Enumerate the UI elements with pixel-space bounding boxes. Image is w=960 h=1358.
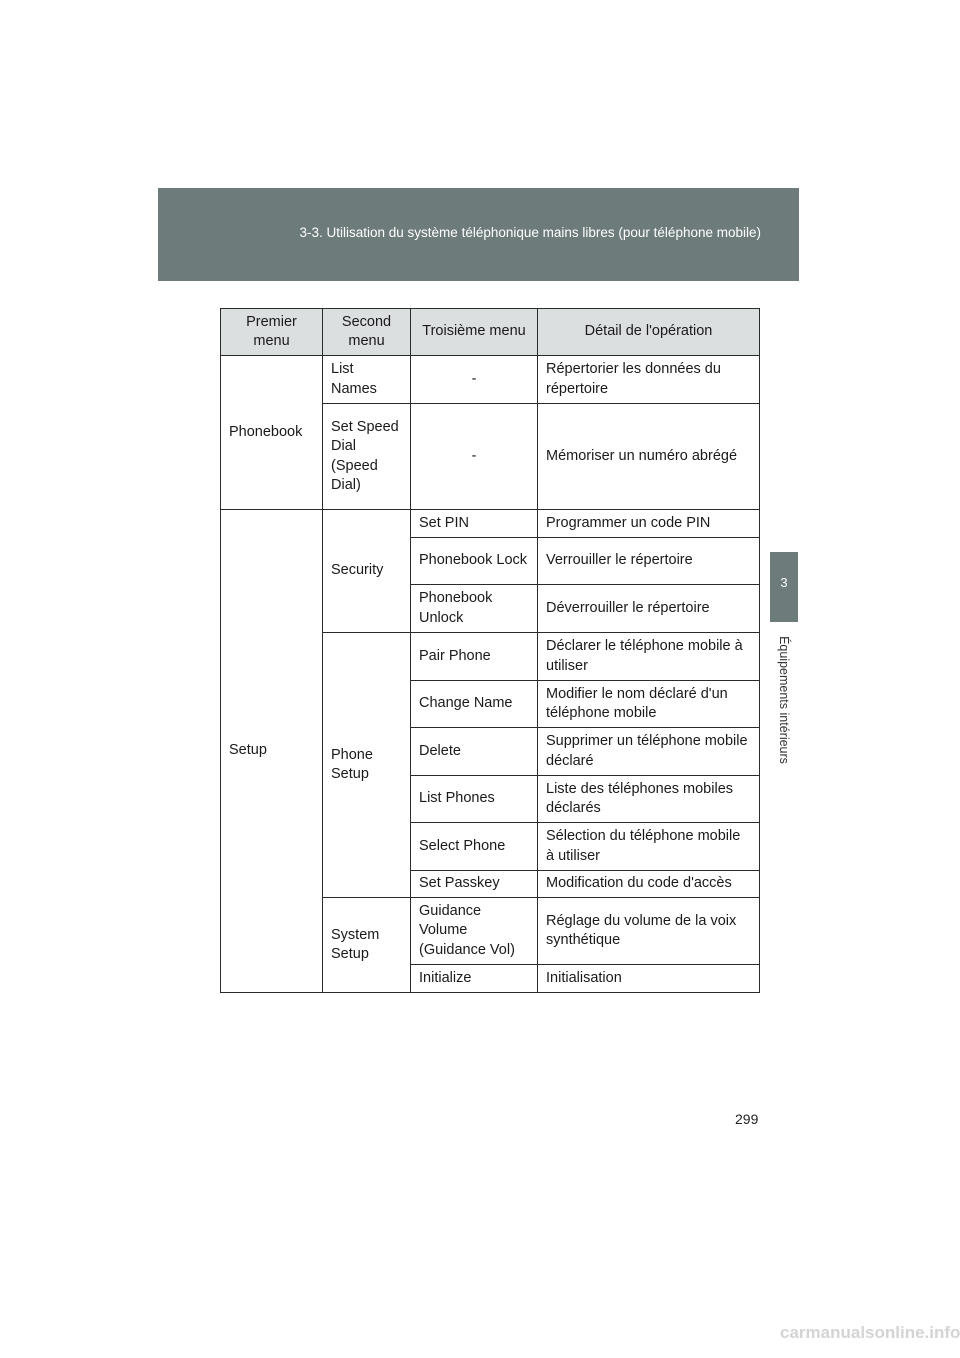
- page-number: 299: [735, 1111, 759, 1127]
- header-detail-operation: Détail de l'opération: [538, 309, 760, 356]
- second-menu-cell: Security: [323, 510, 411, 633]
- third-menu-cell: Pair Phone: [411, 633, 538, 681]
- detail-cell: Répertorier les données du répertoire: [538, 356, 760, 404]
- watermark: carmanualsonline.info: [780, 1323, 960, 1342]
- chapter-tab: [770, 552, 798, 622]
- detail-cell: Sélection du téléphone mobile à utiliser: [538, 823, 760, 871]
- third-menu-cell: -: [411, 404, 538, 510]
- table-header-row: [221, 309, 760, 356]
- header-troisieme-menu: Troisième menu: [411, 309, 538, 356]
- second-menu-cell: List Names: [323, 356, 411, 404]
- detail-cell: Verrouiller le répertoire: [538, 538, 760, 585]
- second-menu-cell: System Setup: [323, 898, 411, 993]
- detail-cell: Programmer un code PIN: [538, 510, 760, 538]
- detail-cell: Déverrouiller le répertoire: [538, 585, 760, 633]
- third-menu-cell: Phonebook Unlock: [411, 585, 538, 633]
- third-menu-cell: Select Phone: [411, 823, 538, 871]
- third-menu-cell: Guidance Volume (Guidance Vol): [411, 898, 538, 965]
- third-menu-cell: Set PIN: [411, 510, 538, 538]
- detail-cell: Initialisation: [538, 965, 760, 993]
- third-menu-cell: Delete: [411, 728, 538, 776]
- first-menu-cell: Setup: [221, 510, 323, 993]
- second-menu-cell: Phone Setup: [323, 633, 411, 898]
- detail-cell: Réglage du volume de la voix synthétique: [538, 898, 760, 965]
- table-row: [221, 510, 760, 538]
- section-title: 3-3. Utilisation du système téléphonique mains libres (pour téléphone mobile): [299, 225, 761, 240]
- menu-table: [220, 308, 760, 993]
- third-menu-cell: List Phones: [411, 776, 538, 823]
- header-premier-menu: Premier menu: [221, 309, 323, 356]
- third-menu-cell: Set Passkey: [411, 871, 538, 898]
- first-menu-cell: Phonebook: [221, 356, 323, 510]
- detail-cell: Déclarer le téléphone mobile à utiliser: [538, 633, 760, 681]
- chapter-number: 3: [780, 575, 788, 590]
- third-menu-cell: -: [411, 356, 538, 404]
- header-second-menu: Second menu: [323, 309, 411, 356]
- third-menu-cell: Initialize: [411, 965, 538, 993]
- detail-cell: Mémoriser un numéro abrégé: [538, 404, 760, 510]
- detail-cell: Liste des téléphones mobiles déclarés: [538, 776, 760, 823]
- third-menu-cell: Change Name: [411, 681, 538, 728]
- detail-cell: Supprimer un téléphone mobile déclaré: [538, 728, 760, 776]
- chapter-header-band: [158, 188, 799, 281]
- table-row: [221, 356, 760, 404]
- chapter-label: Équipements intérieurs: [777, 636, 791, 764]
- detail-cell: Modification du code d'accès: [538, 871, 760, 898]
- detail-cell: Modifier le nom déclaré d'un téléphone mobile: [538, 681, 760, 728]
- second-menu-cell: Set Speed Dial (Speed Dial): [323, 404, 411, 510]
- third-menu-cell: Phonebook Lock: [411, 538, 538, 585]
